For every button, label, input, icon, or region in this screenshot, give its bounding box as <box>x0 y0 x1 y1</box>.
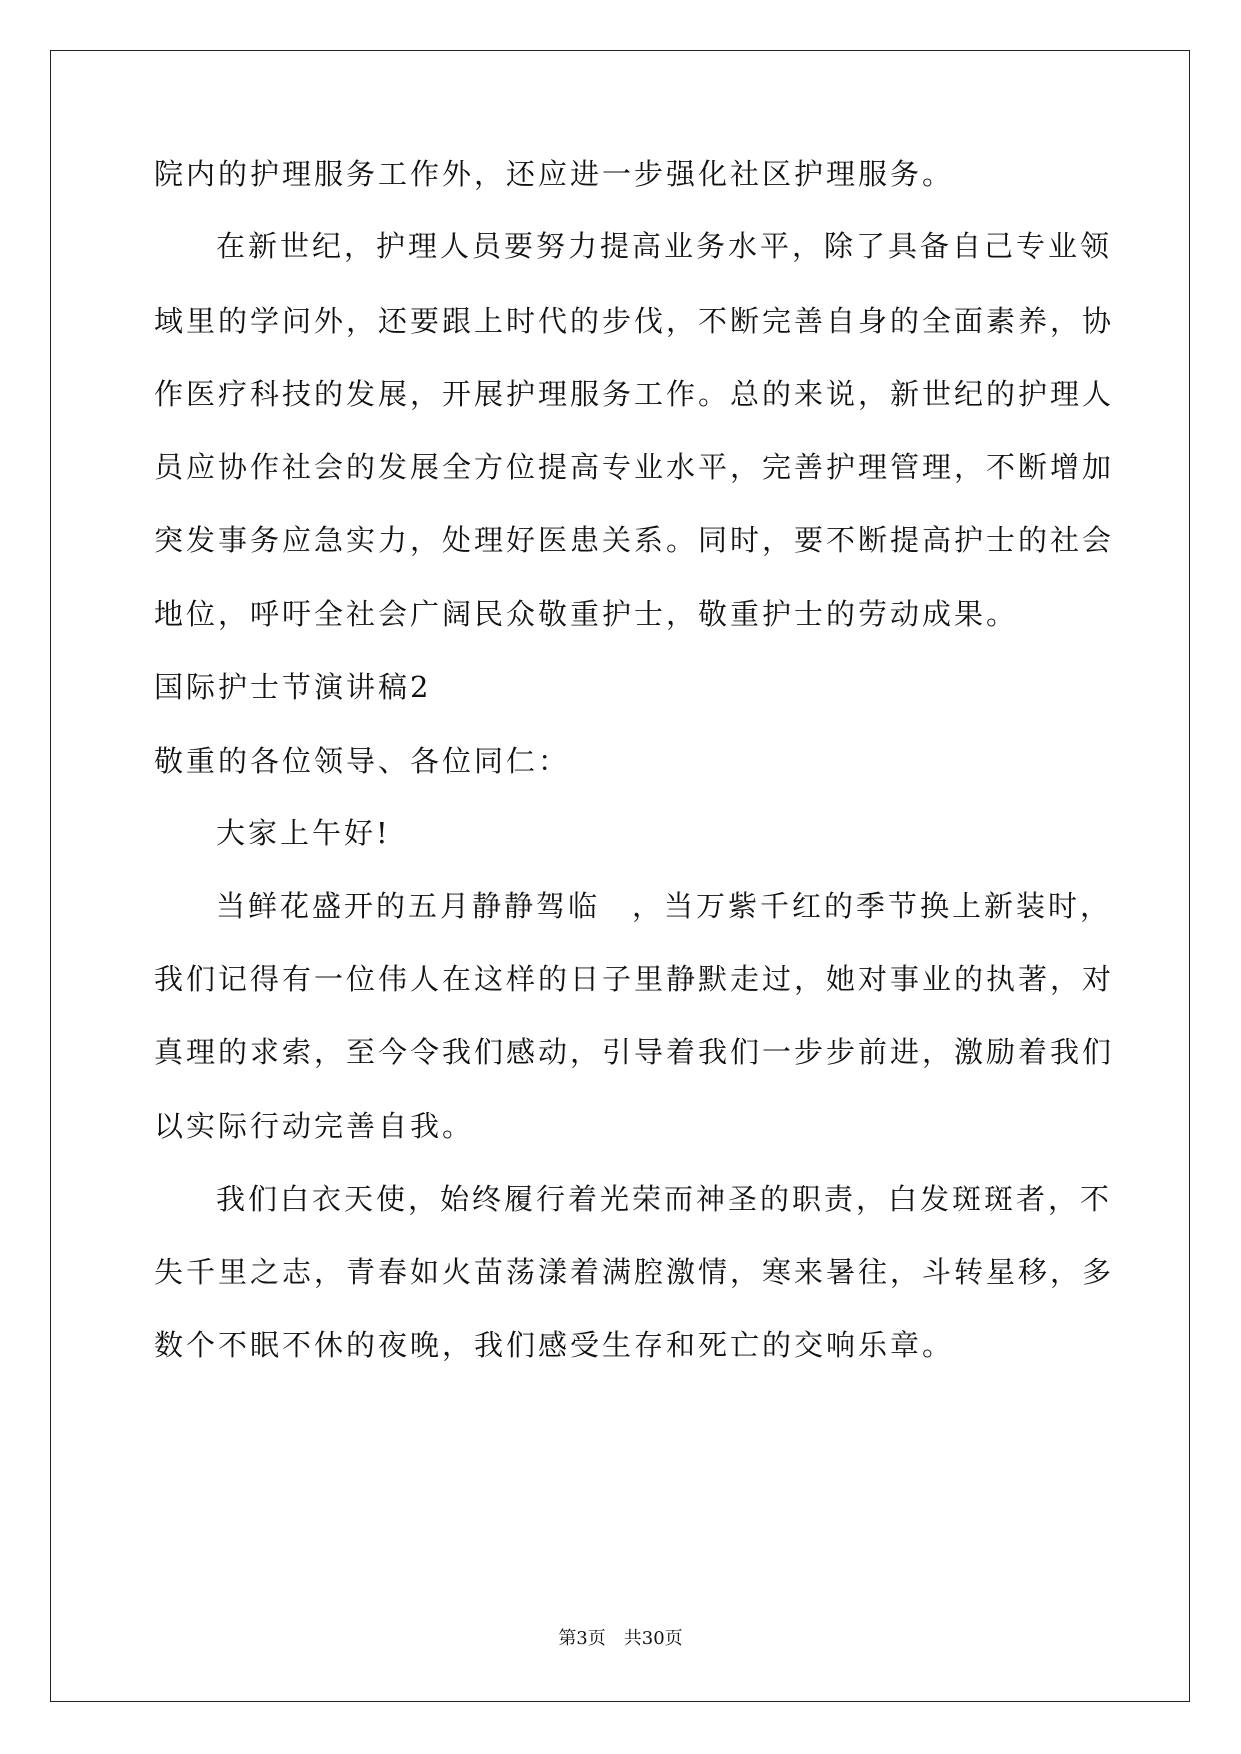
section-title: 国际护士节演讲稿2 <box>154 670 432 704</box>
paragraph-line: 作医疗科技的发展，开展护理服务工作。总的来说，新世纪的护理人 <box>154 377 1115 411</box>
greeting: 大家上午好! <box>216 816 391 850</box>
paragraph-line: 院内的护理服务工作外，还应进一步强化社区护理服务。 <box>154 157 955 191</box>
paragraph-line: 我们白衣天使，始终履行着光荣而神圣的职责，白发斑斑者，不 <box>216 1182 1113 1216</box>
paragraph-line: 地位，呼吁全社会广阔民众敬重护士，敬重护士的劳动成果。 <box>154 597 1019 631</box>
salutation: 敬重的各位领导、各位同仁： <box>154 744 571 778</box>
paragraph-line: 数个不眠不休的夜晚，我们感受生存和死亡的交响乐章。 <box>154 1328 955 1362</box>
paragraph-line: 我们记得有一位伟人在这样的日子里静默走过，她对事业的执著，对 <box>154 962 1115 996</box>
paragraph-line: 域里的学问外，还要跟上时代的步伐，不断完善自身的全面素养，协 <box>154 304 1115 338</box>
paragraph-line: 以实际行动完善自我。 <box>154 1109 475 1143</box>
page-number: 第3页 共30页 <box>558 1628 683 1649</box>
paragraph-line: 真理的求索，至今令我们感动，引导着我们一步步前进，激励着我们 <box>154 1035 1115 1069</box>
paragraph-line: 员应协作社会的发展全方位提高专业水平，完善护理管理，不断增加 <box>154 450 1115 484</box>
page-border <box>50 50 1190 1702</box>
paragraph-line: 当鲜花盛开的五月静静驾临 ，当万紫千红的季节换上新装时， <box>216 889 1113 923</box>
paragraph-line: 失千里之志，青春如火苗荡漾着满腔激情，寒来暑往，斗转星移，多 <box>154 1255 1115 1289</box>
paragraph-line: 在新世纪，护理人员要努力提高业务水平，除了具备自己专业领 <box>216 229 1113 263</box>
paragraph-line: 突发事务应急实力，处理好医患关系。同时，要不断提高护士的社会 <box>154 523 1115 557</box>
